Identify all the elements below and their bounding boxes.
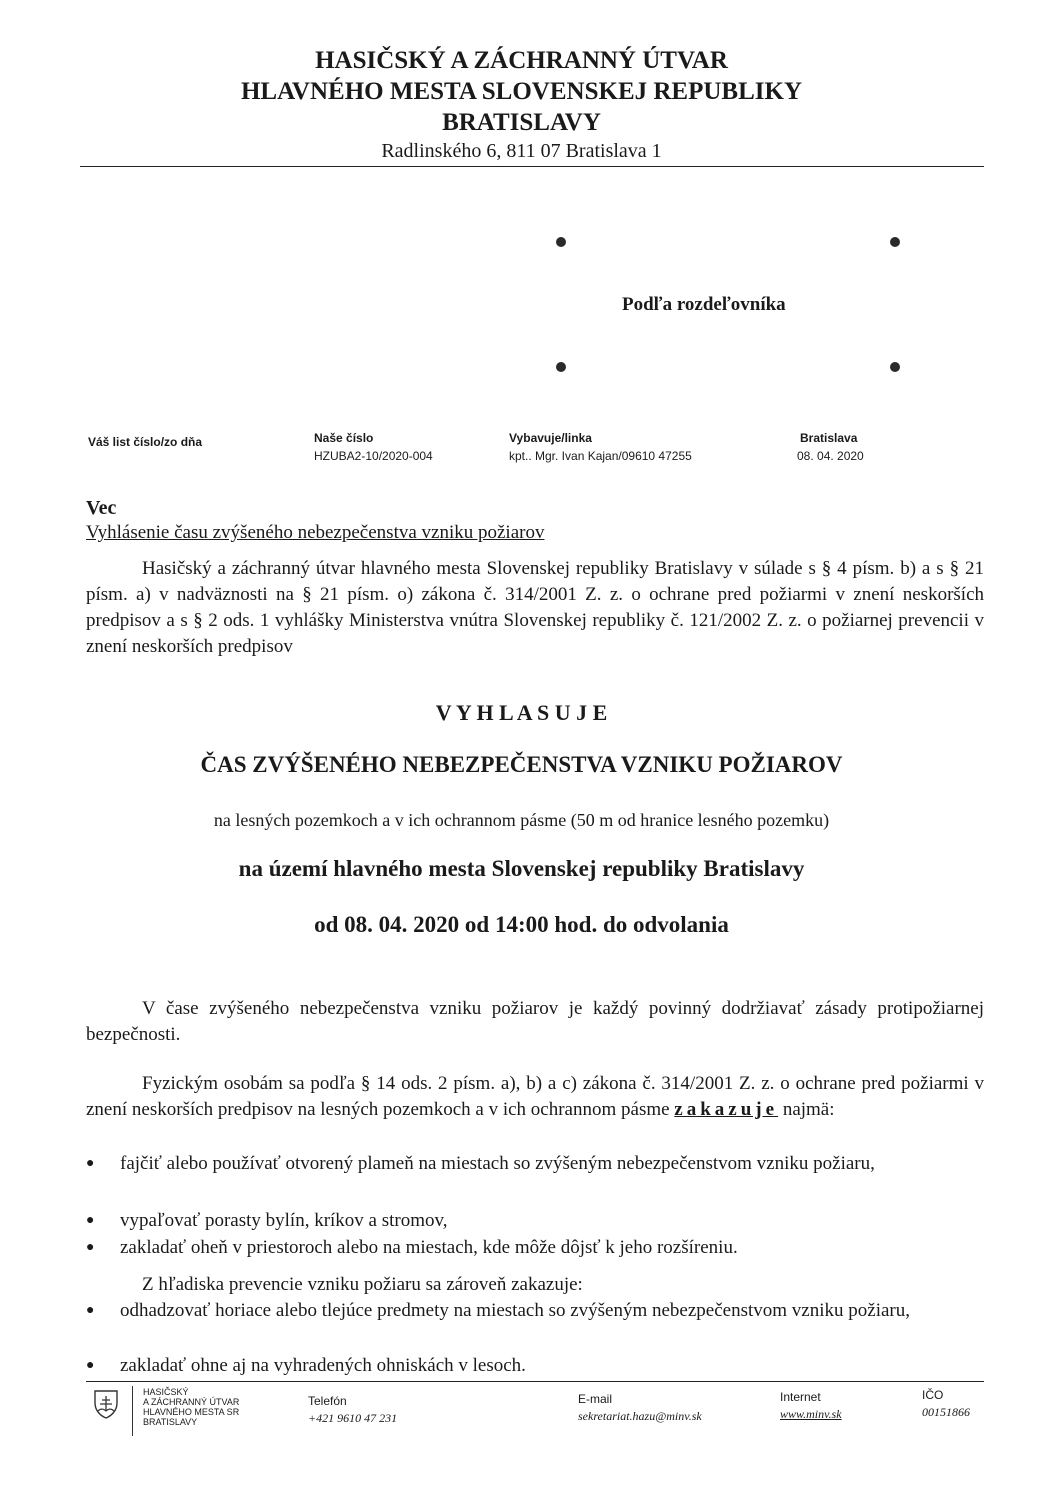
subject-label: Vec bbox=[86, 497, 117, 519]
date-value: 08. 04. 2020 bbox=[797, 449, 864, 463]
org-name-line2: HLAVNÉHO MESTA SLOVENSKEJ REPUBLIKY bbox=[240, 78, 802, 105]
list-item bbox=[86, 1208, 984, 1234]
window-mark-top-right bbox=[890, 237, 900, 247]
window-mark-top-left bbox=[556, 237, 566, 247]
declaration-period: od 08. 04. 2020 od 14:00 hod. do odvolania bbox=[314, 912, 729, 937]
list-item bbox=[86, 1235, 984, 1261]
list-item-text: zakladať oheň v priestoroch alebo na miestach, kde môže dôjsť k jeho rozšíreniu. bbox=[120, 1237, 738, 1258]
bullet-icon: ● bbox=[86, 1213, 95, 1228]
paragraph-prohibition-text: Fyzickým osobám sa podľa § 14 ods. 2 písm. a), b) a c) zákona č. 314/2001 Z. z. o ochrane pred požiarmi v znení neskorších predpisov na lesných pozemkoch a v ich ochrannom pásme bbox=[86, 1073, 984, 1120]
coat-of-arms-icon bbox=[92, 1389, 120, 1419]
ico-label: IČO bbox=[922, 1388, 944, 1402]
city-label: Bratislava bbox=[800, 431, 858, 445]
paragraph-prohibition-tail: najmä: bbox=[778, 1099, 835, 1120]
declaration-verb: V Y H L A S U J E bbox=[435, 700, 608, 725]
org-name-line3: BRATISLAVY bbox=[442, 109, 601, 136]
org-name-line1: HASIČSKÝ A ZÁCHRANNÝ ÚTVAR bbox=[315, 47, 728, 74]
handler-label: Vybavuje/linka bbox=[509, 431, 592, 445]
recipient: Podľa rozdeľovníka bbox=[622, 294, 786, 315]
bullet-icon: ● bbox=[86, 1156, 95, 1171]
our-number-label: Naše číslo bbox=[314, 431, 374, 445]
list-item bbox=[86, 1353, 984, 1379]
your-letter-label: Váš list číslo/zo dňa bbox=[88, 435, 203, 449]
paragraph-additional: Z hľadiska prevencie vzniku požiaru sa zároveň zakazuje: bbox=[142, 1274, 583, 1295]
list-item bbox=[86, 1298, 984, 1350]
bullet-icon: ● bbox=[86, 1358, 95, 1373]
logo-separator bbox=[132, 1386, 133, 1436]
internet-link[interactable]: www.minv.sk bbox=[780, 1407, 842, 1421]
header-divider bbox=[80, 166, 984, 167]
bullet-icon: ● bbox=[86, 1303, 95, 1318]
list-item bbox=[86, 1151, 984, 1203]
subject-text: Vyhlásenie času zvýšeného nebezpečenstva vzniku požiarov bbox=[86, 522, 545, 543]
window-mark-bottom-right bbox=[890, 362, 900, 372]
list-item-text: fajčiť alebo používať otvorený plameň na miestach so zvýšeným nebezpečenstvom vzniku požiaru, bbox=[120, 1153, 875, 1174]
paragraph-prohibition bbox=[86, 1071, 984, 1123]
ico-value: 00151866 bbox=[922, 1405, 970, 1419]
footer-divider bbox=[86, 1381, 984, 1382]
list-item-text: vypaľovať porasty bylín, kríkov a stromov, bbox=[120, 1210, 448, 1231]
footer-logo-text: HASIČSKÝ A ZÁCHRANNÝ ÚTVAR HLAVNÉHO MESTA SR BRATISLAVY bbox=[143, 1387, 240, 1427]
list-item-text: odhadzovať horiace alebo tlejúce predmety na miestach so zvýšeným nebezpečenstvom vzniku požiaru, bbox=[120, 1300, 910, 1321]
email-label: E-mail bbox=[578, 1392, 613, 1406]
handler-value: kpt.. Mgr. Ivan Kajan/09610 47255 bbox=[509, 449, 692, 463]
list-item-text: zakladať ohne aj na vyhradených ohniskách v lesoch. bbox=[120, 1355, 526, 1376]
org-address: Radlinského 6, 811 07 Bratislava 1 bbox=[381, 140, 662, 162]
bullet-icon: ● bbox=[86, 1240, 95, 1255]
declaration-title: ČAS ZVÝŠENÉHO NEBEZPEČENSTVA VZNIKU POŽIAROV bbox=[200, 752, 843, 777]
prohibition-emphasis: zakazuje bbox=[674, 1099, 779, 1120]
window-mark-bottom-left bbox=[556, 362, 566, 372]
email-value[interactable]: sekretariat.hazu@minv.sk bbox=[578, 1409, 702, 1423]
declaration-territory: na území hlavného mesta Slovenskej republiky Bratislavy bbox=[238, 856, 805, 881]
phone-label: Telefón bbox=[308, 1394, 347, 1408]
declaration-scope: na lesných pozemkoch a v ich ochrannom pásme (50 m od hranice lesného pozemku) bbox=[213, 810, 830, 830]
intro-paragraph: Hasičský a záchranný útvar hlavného mesta Slovenskej republiky Bratislavy v súlade s § 4 písm. b) a s § 21 písm. a) v nadväznosti na § 21 písm. o) zákona č. 314/2001 Z. z. o ochrane pred požiarmi v znení neskorších predpisov a s § 2 ods. 1 vyhlášky Ministerstva vnútra Slovenskej republiky č. 121/2002 Z. z. o požiarnej prevencii v znení neskorších predpisov bbox=[86, 558, 984, 657]
our-number-value: HZUBA2-10/2020-004 bbox=[314, 449, 433, 463]
internet-label: Internet bbox=[780, 1390, 821, 1404]
phone-value: +421 9610 47 231 bbox=[308, 1411, 398, 1425]
paragraph-duty: V čase zvýšeného nebezpečenstva vzniku požiarov je každý povinný dodržiavať zásady protipožiarnej bezpečnosti. bbox=[86, 998, 984, 1045]
